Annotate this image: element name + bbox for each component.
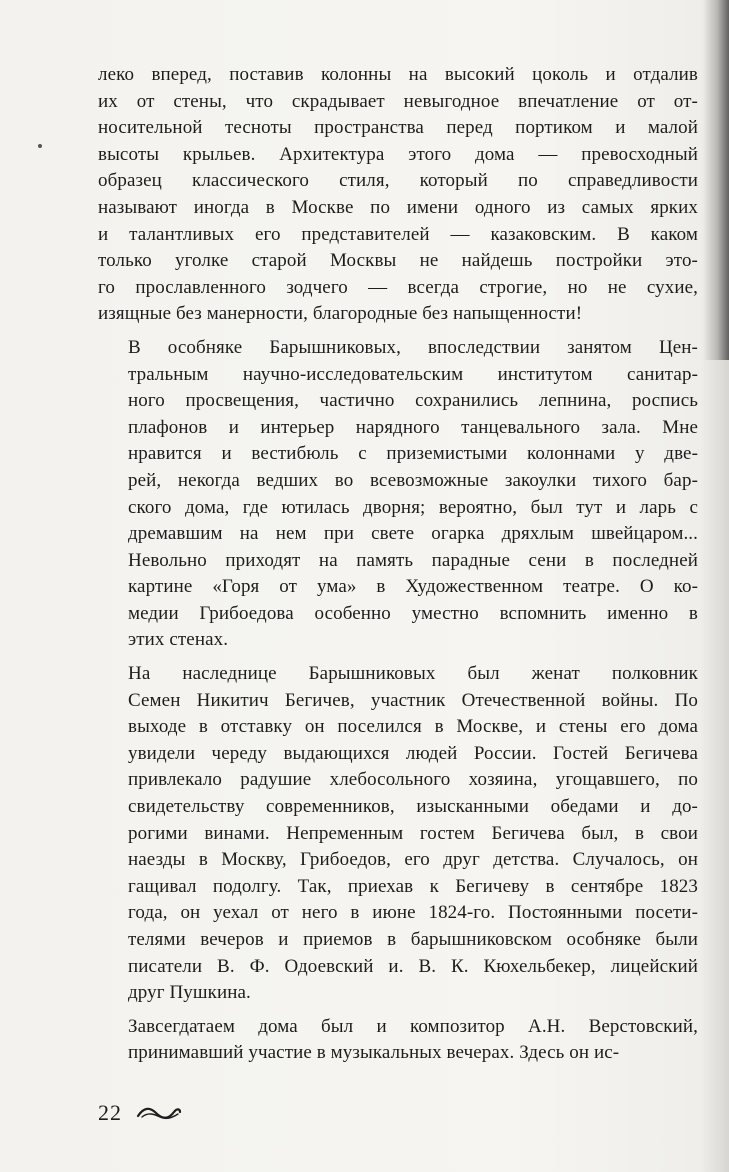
text-line: ного просвещения, частично сохранились лепнина, роспись	[128, 390, 698, 412]
text-line: рей, некогда ведших во всевозможные закоулки тихого бар-	[128, 469, 698, 491]
text-line: привлекало радушие хлебосольного хозяина, угощавшего, по	[128, 769, 698, 791]
text-line: Невольно приходят на память парадные сени в последней	[128, 549, 698, 571]
page-edge-shadow	[703, 0, 729, 360]
text-line: картине «Горя от ума» в Художественном театре. О ко-	[128, 576, 698, 598]
text-line: и талантливых его представителей — казаковским. В каком	[98, 223, 698, 245]
text-line: принимавший участие в музыкальных вечерах. Здесь он ис-	[128, 1042, 620, 1064]
text-line: года, он уехал от него в июне 1824-го. Постоянными посети-	[128, 902, 698, 924]
page-footer	[98, 1100, 182, 1126]
text-line: гащивал подолгу. Так, приехав к Бегичеву в сентябре 1823	[128, 875, 698, 897]
text-line: друг Пушкина.	[128, 982, 251, 1004]
paragraph	[98, 1014, 698, 1067]
text-line: В особняке Барышниковых, впоследствии занятом Цен-	[128, 336, 698, 358]
text-line: рогими винами. Непременным гостем Бегичева был, в свои	[128, 822, 698, 844]
paragraph	[98, 62, 698, 328]
text-line: увидели череду выдающихся людей России. Гостей Бегичева	[128, 742, 698, 764]
text-line: писатели В. Ф. Одоевский и. В. К. Кюхельбекер, лицейский	[128, 955, 698, 977]
text-line: ского дома, где ютилась дворня; вероятно, был тут и ларь с	[128, 496, 698, 518]
text-line: го прославленного зодчего — всегда строгие, но не сухие,	[98, 276, 698, 298]
text-line: их от стены, что скрадывает невыгодное впечатление от от-	[98, 90, 698, 112]
text-line: леко вперед, поставив колонны на высокий цоколь и отдалив	[98, 64, 698, 85]
text-line: На наследнице Барышниковых был женат полковник	[128, 663, 698, 685]
text-line: наезды в Москву, Грибоедов, его друг детства. Случалось, он	[128, 849, 698, 871]
paragraph	[98, 335, 698, 654]
text-line: только уголке старой Москвы не найдешь постройки это-	[98, 250, 698, 272]
scan-speck	[38, 144, 42, 148]
text-line: изящные без манерности, благородные без напыщенности!	[98, 303, 583, 325]
text-line: этих стенах.	[128, 629, 229, 651]
text-line: медии Грибоедова особенно уместно вспомнить именно в	[128, 602, 698, 624]
text-line: носительной тесноты пространства перед портиком и малой	[98, 117, 698, 139]
text-line: телями вечеров и приемов в барышниковском особняке были	[128, 929, 698, 950]
text-line: Завсегдатаем дома был и композитор А.Н. Верстовский,	[128, 1015, 698, 1037]
text-line: дремавшим на нем при свете огарка дряхлым швейцаром...	[128, 523, 698, 545]
paragraph	[98, 661, 698, 1007]
swash-ornament-icon	[136, 1103, 182, 1123]
text-line: называют иногда в Москве по имени одного из самых ярких	[98, 196, 698, 218]
text-line: свидетельству современников, изысканными обедами и до-	[128, 796, 698, 818]
text-line: нравится и вестибюль с приземистыми колоннами у две-	[128, 443, 698, 465]
text-line: тральным научно-исследовательским институтом санитар-	[128, 363, 698, 385]
text-line: плафонов и интерьер нарядного танцевального зала. Мне	[128, 416, 698, 438]
text-line: образец классического стиля, который по справедливости	[98, 170, 698, 192]
text-line: выходе в отставку он поселился в Москве, и стены его дома	[128, 716, 698, 738]
text-line: высоты крыльев. Архитектура этого дома — превосходный	[98, 143, 698, 165]
page-number: 22	[98, 1100, 122, 1125]
text-line: Семен Никитич Бегичев, участник Отечественной войны. По	[128, 689, 698, 711]
body-text	[98, 62, 698, 1067]
